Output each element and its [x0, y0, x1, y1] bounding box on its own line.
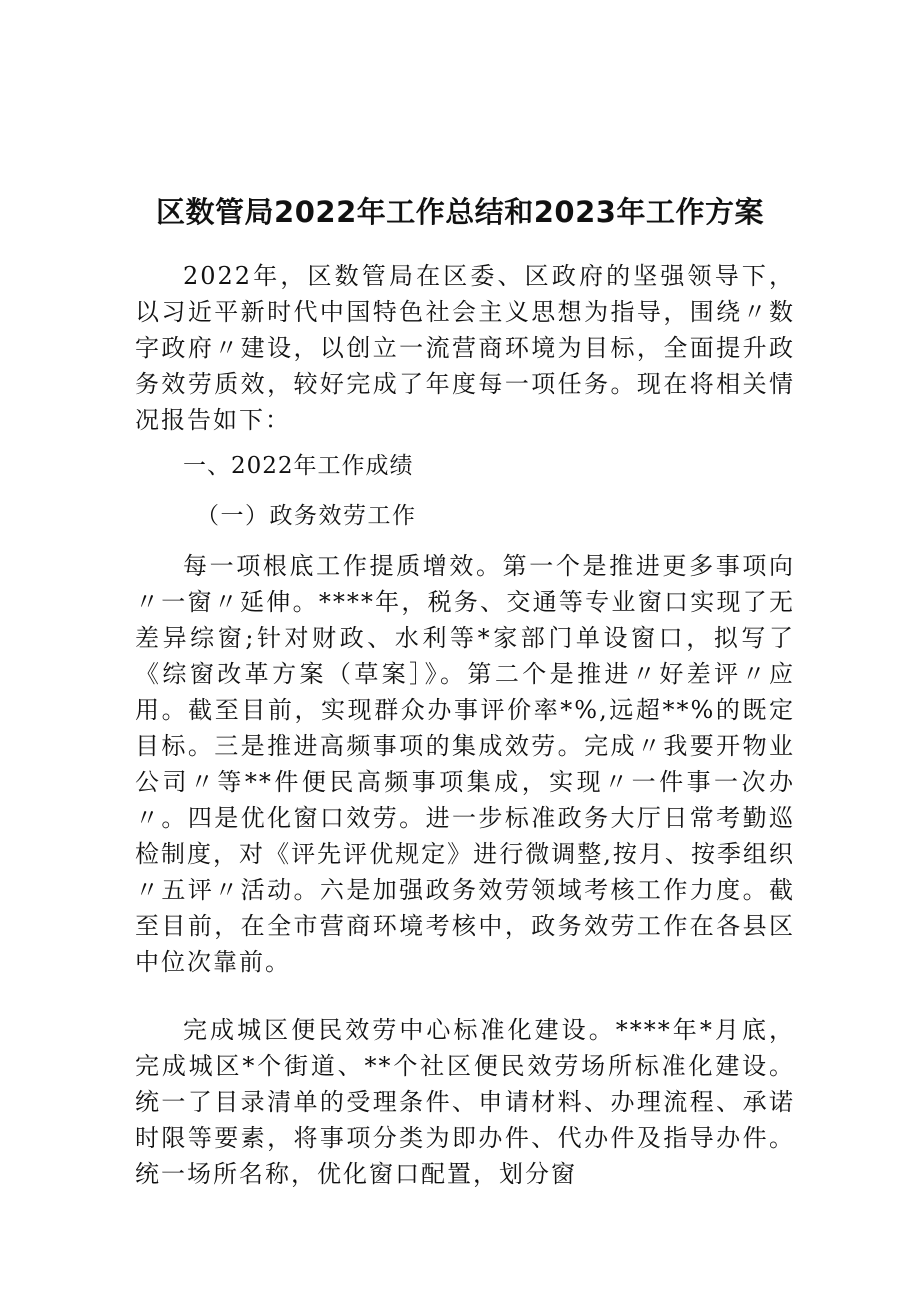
section-heading-achievements: 一、2022年工作成绩: [183, 453, 414, 479]
intro-paragraph: 2022年，区数管局在区委、区政府的坚强领导下，以习近平新时代中国特色社会主义思想为指导，围绕〃数字政府〃建设，以创立一流营商环境为目标，全面提升政务效劳质效，较好完成了年度每一项任务。现在将相关情况报告如下：: [135, 262, 795, 434]
paragraph-standardization: 完成城区便民效劳中心标准化建设。****年*月底，完成城区*个街道、**个社区便民效劳场所标准化建设。统一了目录清单的受理条件、申请材料、办理流程、承诺时限等要素，将事项分类为即办件、代办件及指导办件。统一场所名称，优化窗口配置，划分窗: [135, 1016, 795, 1188]
document-title: 区数管局2022年工作总结和2023年工作方案: [156, 195, 764, 229]
subsection-heading-government-services: （一）政务效劳工作: [196, 503, 417, 529]
paragraph-basic-work: 每一项根底工作提质增效。第一个是推进更多事项向〃一窗〃延伸。****年，税务、交通等专业窗口实现了无差异综窗;针对财政、水利等*家部门单设窗口，拟写了《综窗改革方案（草案］》。第二个是推进〃好差评〃应用。截至目前，实现群众办事评价率*%,远超**%的既定目标。三是推进高频事项的集成效劳。完成〃我要开物业公司〃等**件便民高频事项集成，实现〃一件事一次办〃。四是优化窗口效劳。进一步标准政务大厅日常考勤巡检制度，对《评先评优规定》进行微调整,按月、按季组织〃五评〃活动。六是加强政务效劳领域考核工作力度。截至目前，在全市营商环境考核中，政务效劳工作在各县区中位次靠前。: [135, 552, 795, 976]
